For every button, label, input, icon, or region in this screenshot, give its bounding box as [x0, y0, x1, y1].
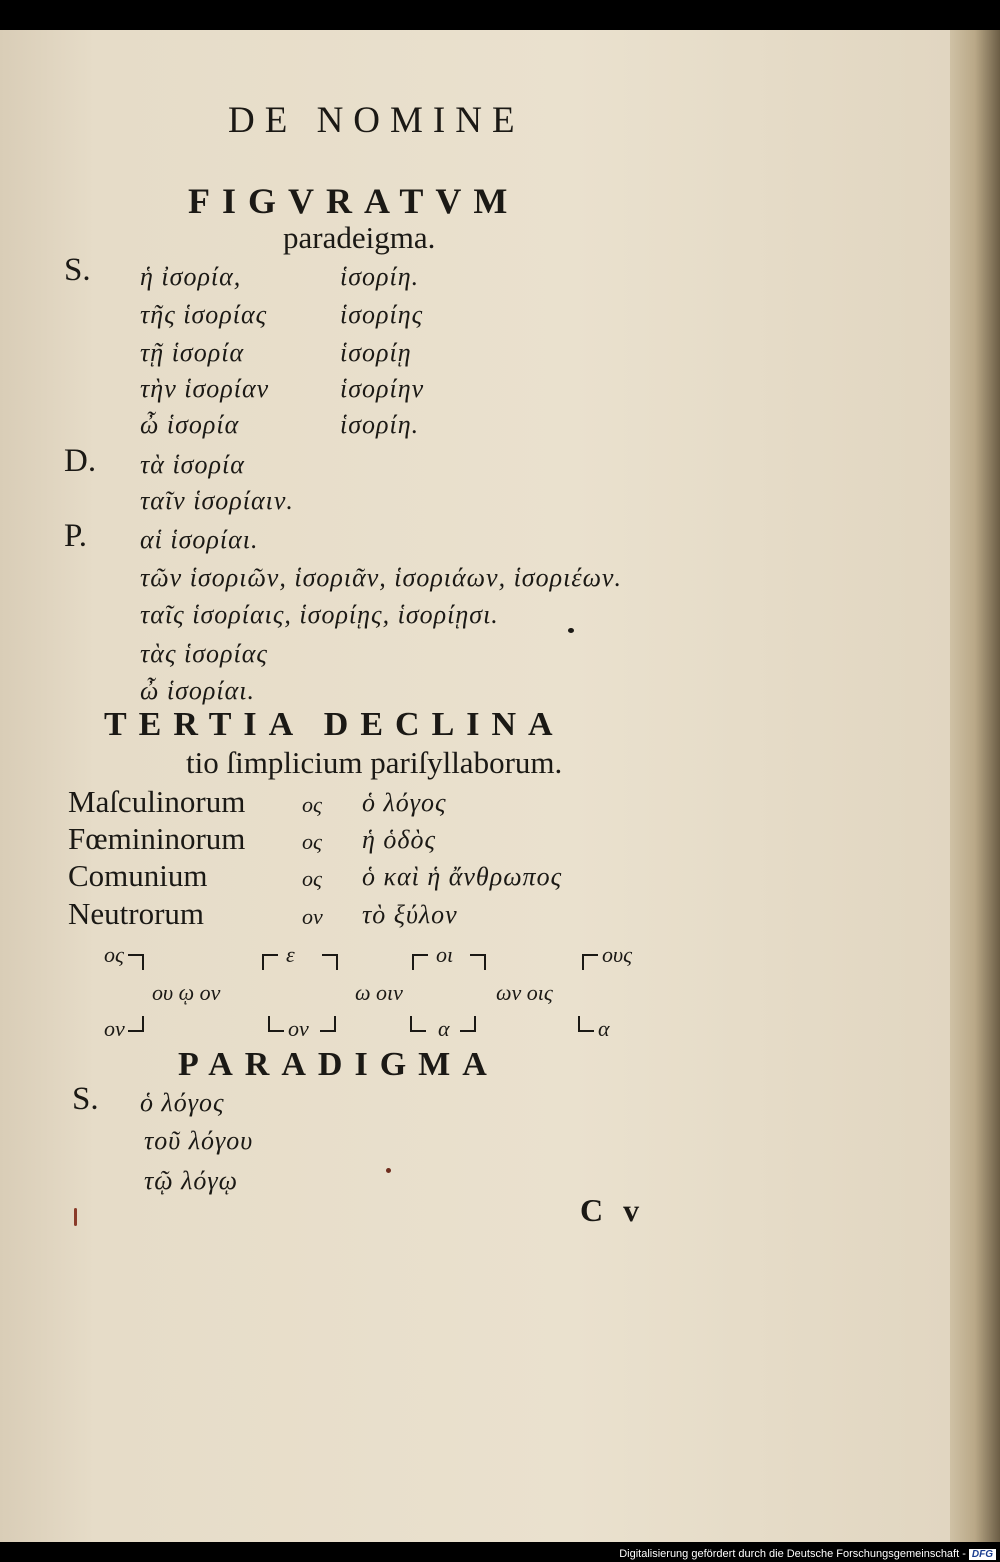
- dual-form: τὰ ἱσορία: [140, 450, 245, 479]
- ending-label: ον: [288, 1016, 309, 1041]
- bracket-mark: [470, 954, 486, 970]
- gender-ending: ον: [302, 904, 323, 929]
- bracket-mark: [410, 1016, 426, 1032]
- subheading-paradeigma: paradeigma.: [283, 220, 436, 255]
- label-dual: D.: [64, 443, 97, 479]
- plural-form: ταῖς ἱσορίαις, ἱσορίῃς, ἱσορίῃσι.: [140, 600, 499, 629]
- ending-label: ε: [286, 942, 295, 967]
- credit-text: Digitalisierung gefördert durch die Deutsche Forschungsgemeinschaft -: [619, 1548, 966, 1560]
- ending-label: ων οις: [496, 980, 553, 1005]
- singular-form: τὴν ἱσορίαν: [140, 374, 270, 403]
- singular-form: ὦ ἱσορία: [140, 410, 240, 439]
- heading-figuratum: FIGVRATVM: [188, 181, 520, 221]
- paradigm-form: τῷ λόγῳ: [144, 1166, 239, 1195]
- page-edge: [950, 30, 1000, 1542]
- digitization-credit: [619, 1548, 996, 1560]
- ink-speck: [568, 628, 574, 633]
- paradigm-form: τοῦ λόγου: [144, 1126, 254, 1155]
- ending-label: ου ῳ ον: [152, 980, 221, 1005]
- running-head: DE NOMINE: [228, 100, 525, 141]
- subheading-simplicium: tio ſimplicium pariſyllaborum.: [186, 745, 563, 780]
- ink-speck: [74, 1208, 77, 1226]
- gender-example: ὁ λόγος: [362, 788, 447, 817]
- gender-example: ἡ ὁδὸς: [362, 825, 437, 854]
- bracket-mark: [578, 1016, 594, 1032]
- bracket-mark: [128, 954, 144, 970]
- singular-form-alt: ἱσορίης: [340, 300, 424, 329]
- singular-form-alt: ἱσορίη.: [340, 410, 420, 439]
- bracket-mark: [268, 1016, 284, 1032]
- bracket-mark: [582, 954, 598, 970]
- gender-ending: ος: [302, 792, 322, 817]
- bracket-mark: [412, 954, 428, 970]
- gender-name: Fœmininorum: [68, 821, 246, 856]
- book-page: [0, 30, 950, 1542]
- gender-name: Neutrorum: [68, 896, 205, 931]
- paradigm-form: ὁ λόγος: [140, 1088, 225, 1117]
- ending-label: ον: [104, 1016, 125, 1041]
- singular-form: ἡ ἰσορία,: [140, 262, 242, 291]
- gender-name: Maſculinorum: [68, 784, 246, 819]
- gender-example: ὁ καὶ ἡ ἄνθρωπος: [362, 862, 563, 891]
- singular-form: τῆς ἱσορίας: [140, 300, 268, 329]
- bracket-mark: [322, 954, 338, 970]
- label-singular: S.: [64, 252, 91, 288]
- ink-speck: [386, 1168, 391, 1173]
- plural-form: αἱ ἱσορίαι.: [140, 525, 259, 554]
- dual-form: ταῖν ἱσορίαιν.: [140, 486, 294, 515]
- ending-label: α: [598, 1016, 610, 1041]
- singular-form: τῇ ἱσορία: [140, 338, 245, 367]
- gender-ending: ος: [302, 829, 322, 854]
- label-plural: P.: [64, 518, 87, 554]
- singular-form-alt: ἱσορίη.: [340, 262, 420, 291]
- gender-example: τὸ ξύλον: [362, 900, 458, 929]
- gender-name: Comunium: [68, 858, 208, 893]
- ending-label: ος: [104, 942, 124, 967]
- bracket-mark: [460, 1016, 476, 1032]
- bracket-mark: [128, 1016, 144, 1032]
- bracket-mark: [262, 954, 278, 970]
- singular-form-alt: ἱσορίην: [340, 374, 425, 403]
- heading-paradigma: PARADIGMA: [178, 1046, 499, 1083]
- ending-label: α: [438, 1016, 450, 1041]
- plural-form: τὰς ἱσορίας: [140, 639, 268, 668]
- signature-mark: C v: [580, 1192, 646, 1228]
- heading-tertia-declina: TERTIA DECLINA: [104, 706, 565, 743]
- ending-label: ω οιν: [355, 980, 403, 1005]
- ending-label: ους: [602, 942, 633, 967]
- plural-form: ὦ ἱσορίαι.: [140, 676, 255, 705]
- singular-form-alt: ἱσορίῃ: [340, 338, 412, 367]
- ending-label: οι: [436, 942, 454, 967]
- gender-ending: ος: [302, 866, 322, 891]
- plural-form: τῶν ἱσοριῶν, ἱσοριᾶν, ἱσοριάων, ἱσοριέων.: [140, 563, 622, 592]
- label-singular: S.: [72, 1081, 99, 1117]
- dfg-logo: DFG: [969, 1549, 996, 1560]
- bracket-mark: [320, 1016, 336, 1032]
